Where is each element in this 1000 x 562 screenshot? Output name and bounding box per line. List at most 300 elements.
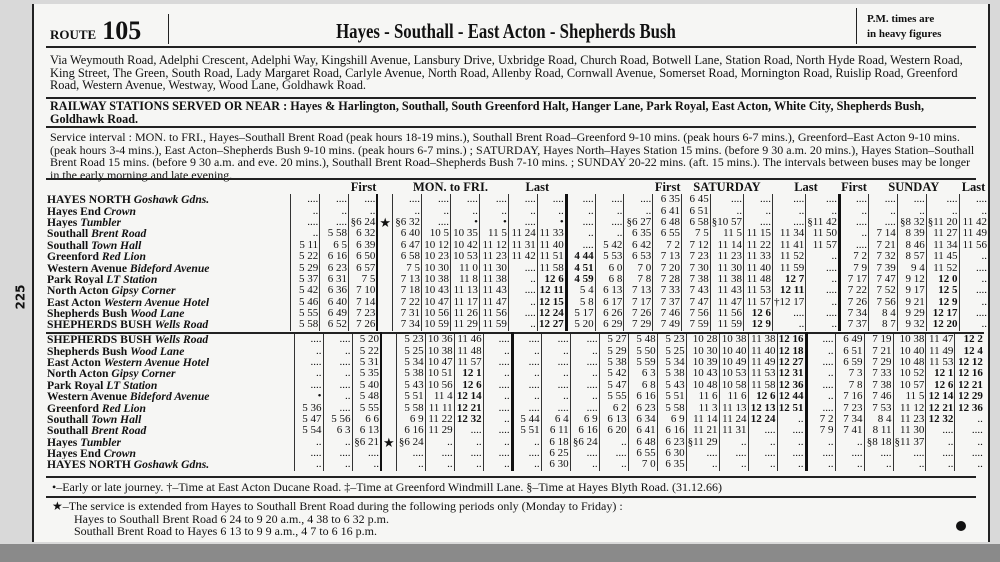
time-cell: .. (806, 319, 840, 330)
time-cell: .... (955, 425, 984, 436)
time-cell: 11 49 (926, 345, 955, 356)
stop-place: North Acton (47, 285, 109, 297)
time-cell: 6 45 (682, 194, 711, 205)
star-marker (377, 251, 392, 262)
time-cell: 5 17 (566, 308, 595, 319)
time-cell: .. (897, 205, 926, 216)
time-cell: .. (926, 459, 955, 470)
time-cell: .. (959, 205, 988, 216)
time-cell: 6 51 (835, 345, 864, 356)
time-cell: §6 32 (393, 217, 422, 228)
time-cell: 5 42 (291, 285, 320, 296)
time-cell: 9 32 (897, 319, 926, 330)
time-cell: 10 53 (719, 368, 748, 379)
time-cell: 10 30 (422, 262, 451, 273)
time-cell: .. (422, 205, 451, 216)
stop-place: Greenford (47, 250, 99, 263)
time-cell: .... (323, 357, 352, 368)
time-cell: .... (422, 194, 451, 205)
time-cell: 4 51 (566, 262, 595, 273)
time-cell: 7 43 (682, 285, 711, 296)
time-cell: .. (291, 228, 320, 239)
time-cell: 5 43 (657, 380, 686, 391)
stop-name (46, 319, 291, 330)
time-cell: .... (570, 380, 599, 391)
time-cell: .. (294, 368, 323, 379)
time-cell: 5 22 (291, 251, 320, 262)
time-cell: 11 29 (450, 319, 479, 330)
stop-name (46, 228, 291, 239)
stop-point: Wells Road (154, 319, 209, 331)
time-cell: 10 58 (719, 380, 748, 391)
time-cell: 11 47 (926, 333, 955, 345)
time-cell: .. (777, 459, 806, 470)
pm-note-line: P.M. times are (867, 13, 935, 25)
time-cell: 11 47 (479, 297, 508, 308)
time-cell: 12 18 (777, 345, 806, 356)
stop-name (46, 402, 294, 413)
time-cell: 5 55 (291, 308, 320, 319)
stop-name (46, 459, 294, 470)
time-cell: 12 6 (926, 380, 955, 391)
time-cell: 11 27 (926, 228, 959, 239)
time-cell: .. (320, 205, 349, 216)
time-cell: 11 56 (959, 240, 988, 251)
time-cell: 7 47 (868, 274, 897, 285)
time-cell: .. (955, 437, 984, 448)
time-cell: .. (294, 459, 323, 470)
time-cell: .. (777, 414, 806, 425)
time-cell: §6 24 (396, 437, 425, 448)
time-cell: .... (422, 217, 451, 228)
time-cell: .. (840, 205, 869, 216)
time-cell: • (294, 391, 323, 402)
time-cell: .. (570, 459, 599, 470)
time-cell: 6 8 (595, 274, 624, 285)
time-cell: .. (479, 205, 508, 216)
time-cell: .. (719, 437, 748, 448)
stop-row (46, 297, 988, 308)
time-cell: §8 32 (897, 217, 926, 228)
time-cell: .... (710, 194, 743, 205)
time-cell: 11 52 (772, 251, 805, 262)
time-cell: .. (686, 459, 719, 470)
time-cell: .... (291, 217, 320, 228)
time-cell: .. (959, 319, 988, 330)
time-cell: 11 6 (686, 391, 719, 402)
time-cell: .... (294, 448, 323, 459)
time-cell: .... (508, 308, 537, 319)
time-cell: 7 34 (393, 319, 422, 330)
time-cell: .... (748, 448, 777, 459)
time-cell: 6 48 (628, 437, 657, 448)
time-cell: 6 39 (348, 240, 377, 251)
time-cell: 6 49 (835, 333, 864, 345)
time-cell: 5 42 (595, 240, 624, 251)
time-cell: .... (396, 448, 425, 459)
time-cell: 11 49 (959, 228, 988, 239)
column-header: MON. to FRI. (412, 181, 488, 194)
time-cell: .. (483, 414, 512, 425)
stop-point: Tumbler (80, 436, 121, 448)
time-cell: 8 4 (864, 414, 893, 425)
stop-point: Red Lion (101, 402, 146, 414)
time-cell: 6 58 (393, 251, 422, 262)
star-marker (377, 297, 392, 308)
time-cell: 11 56 (710, 308, 743, 319)
time-cell: 8 39 (897, 228, 926, 239)
time-cell: 6 32 (348, 228, 377, 239)
time-cell: .. (806, 251, 840, 262)
time-cell: 12 2 (955, 333, 984, 345)
time-cell: .... (323, 333, 352, 345)
time-cell: 12 7 (772, 274, 805, 285)
time-cell: .. (955, 414, 984, 425)
time-cell: 7 46 (864, 391, 893, 402)
stop-row (46, 345, 984, 356)
time-cell: 7 13 (393, 274, 422, 285)
time-cell: .... (926, 425, 955, 436)
pm-note (856, 8, 976, 44)
time-cell: .. (864, 459, 893, 470)
time-cell: 6 26 (595, 308, 624, 319)
time-cell: 6 59 (835, 357, 864, 368)
time-cell: 8 11 (864, 425, 893, 436)
stop-place: Shepherds Bush (47, 345, 128, 357)
time-cell: 12 20 (926, 319, 959, 330)
time-cell: 7 28 (653, 274, 682, 285)
time-cell: 6 8 (628, 380, 657, 391)
time-cell: 5 56 (323, 414, 352, 425)
time-cell: .. (483, 368, 512, 379)
time-cell: .. (806, 391, 835, 402)
stop-point: Wood Lane (130, 307, 185, 320)
time-cell: .... (772, 308, 805, 319)
pm-note-line: in heavy figures (867, 28, 942, 40)
time-cell: .. (512, 345, 541, 356)
time-cell: 11 58 (537, 262, 566, 273)
time-cell: .. (512, 459, 541, 470)
time-cell: .... (595, 217, 624, 228)
time-cell: 7 59 (682, 319, 711, 330)
time-cell: 11 38 (748, 333, 777, 345)
divider (46, 496, 976, 498)
stop-place: Hayes (47, 436, 78, 448)
time-cell: 11 5 (893, 391, 926, 402)
time-cell: .... (566, 217, 595, 228)
time-cell: 7 0 (624, 262, 653, 273)
time-cell: 11 15 (744, 228, 773, 239)
time-cell: .... (777, 448, 806, 459)
time-cell: 9 29 (897, 308, 926, 319)
time-cell: 7 56 (682, 308, 711, 319)
time-cell: §6 24 (570, 437, 599, 448)
time-cell: .... (320, 194, 349, 205)
time-cell: 5 42 (599, 368, 628, 379)
time-cell: .. (425, 437, 454, 448)
time-cell: 10 28 (686, 333, 719, 345)
time-cell: 11 57 (806, 240, 840, 251)
stop-row (46, 274, 988, 285)
time-cell: 11 33 (537, 228, 566, 239)
time-cell: 6 53 (624, 251, 653, 262)
time-cell: .... (570, 357, 599, 368)
time-cell: .. (772, 205, 805, 216)
stop-place: Hayes End (47, 205, 101, 217)
time-cell: 7 23 (348, 308, 377, 319)
time-cell: .... (512, 333, 541, 345)
time-cell: 11 53 (748, 368, 777, 379)
stop-place: Greenford (47, 402, 99, 414)
time-cell: 11 59 (710, 319, 743, 330)
time-cell: 10 42 (450, 240, 479, 251)
time-cell: 10 43 (686, 368, 719, 379)
time-cell: .. (570, 368, 599, 379)
time-cell: 10 39 (686, 357, 719, 368)
time-cell: .... (624, 194, 653, 205)
star-marker (377, 308, 392, 319)
time-cell: 10 40 (719, 345, 748, 356)
time-cell: 6 16 (320, 251, 349, 262)
stop-name (46, 240, 291, 251)
time-cell: .. (926, 205, 959, 216)
stop-name (46, 274, 291, 285)
time-cell: 5 58 (291, 319, 320, 330)
time-cell: .. (599, 437, 628, 448)
time-cell: .... (323, 448, 352, 459)
time-cell: .. (926, 437, 955, 448)
time-cell: 10 57 (893, 380, 926, 391)
time-cell: 11 49 (748, 357, 777, 368)
time-cell: 7 5 (348, 274, 377, 285)
time-cell: 11 13 (719, 402, 748, 413)
column-header: First (841, 181, 867, 194)
header-spacer (566, 181, 624, 194)
time-cell: 4 44 (566, 251, 595, 262)
stop-name (46, 251, 291, 262)
stop-row (46, 425, 984, 436)
time-cell: 5 38 (657, 368, 686, 379)
column-header: SUNDAY (888, 181, 940, 194)
stop-place: East Acton (47, 356, 101, 369)
time-cell: .... (806, 402, 835, 413)
time-cell: .. (537, 205, 566, 216)
time-cell: .. (352, 459, 381, 470)
time-cell: .. (291, 205, 320, 216)
star-note-title: ★–The service is extended from Hayes to Southall Brent Road during the following periods only (Monday to Friday) : (52, 499, 623, 513)
time-cell: 12 0 (926, 274, 959, 285)
time-cell: 7 33 (864, 368, 893, 379)
time-cell: .. (835, 437, 864, 448)
time-cell: 5 27 (599, 333, 628, 345)
time-cell: 5 38 (396, 368, 425, 379)
star-marker: ★ (383, 436, 395, 448)
time-cell: 5 47 (599, 380, 628, 391)
time-cell: 5 55 (352, 402, 381, 413)
stop-point: Tumbler (80, 216, 121, 229)
time-cell: †12 17 (773, 296, 805, 308)
time-cell: 11 12 (479, 240, 508, 251)
time-cell: .. (806, 368, 835, 379)
time-cell: 12 14 (454, 391, 483, 402)
time-cell: .. (541, 368, 570, 379)
time-cell: 10 38 (422, 274, 451, 285)
time-cell: 7 22 (393, 297, 422, 308)
time-cell: 10 30 (686, 345, 719, 356)
time-cell: .... (806, 285, 840, 296)
time-cell: .... (454, 425, 483, 436)
time-cell: §11 37 (894, 436, 925, 448)
stop-place: Western Avenue (47, 390, 127, 403)
time-cell: 11 11 (425, 402, 454, 413)
time-cell: 7 12 (682, 240, 711, 251)
time-cell: .... (483, 425, 512, 436)
time-cell: .... (748, 425, 777, 436)
time-cell: 5 11 (291, 240, 320, 251)
time-cell: .... (897, 194, 926, 205)
time-cell: .... (483, 402, 512, 413)
time-cell: 5 34 (657, 357, 686, 368)
time-cell: 11 38 (479, 274, 508, 285)
time-cell: 7 34 (840, 308, 869, 319)
time-cell: 6 30 (541, 459, 570, 470)
time-cell: 11 26 (450, 308, 479, 319)
time-cell: 11 48 (744, 274, 773, 285)
time-cell: 7 0 (628, 459, 657, 470)
time-cell: 6 23 (657, 437, 686, 448)
time-cell: .... (570, 448, 599, 459)
time-cell: 5 25 (396, 345, 425, 356)
star-marker (381, 391, 396, 402)
time-cell: 4 59 (566, 274, 595, 285)
time-cell: 7 47 (682, 297, 711, 308)
time-cell: • (450, 217, 479, 228)
time-cell: .. (806, 297, 840, 308)
time-cell: 5 51 (657, 391, 686, 402)
time-cell: .. (483, 437, 512, 448)
time-cell: 7 37 (840, 319, 869, 330)
time-cell: .. (541, 391, 570, 402)
time-cell: 6 55 (628, 448, 657, 459)
stop-row (46, 251, 988, 262)
time-cell: 11 34 (926, 240, 959, 251)
inbound-timetable (46, 332, 984, 471)
time-cell: .. (348, 205, 377, 216)
time-cell: .... (294, 380, 323, 391)
star-marker (381, 414, 396, 425)
time-cell: .. (508, 274, 537, 285)
time-cell: 7 41 (835, 425, 864, 436)
time-cell: .. (483, 391, 512, 402)
time-cell: 5 58 (657, 402, 686, 413)
time-cell: 11 40 (744, 262, 773, 273)
stop-row (46, 380, 984, 391)
stop-row (46, 194, 988, 205)
stop-point: Crown (103, 447, 136, 460)
time-cell: 11 58 (748, 380, 777, 391)
time-cell: 6 9 (396, 414, 425, 425)
time-cell: 5 58 (396, 402, 425, 413)
time-cell: .... (512, 402, 541, 413)
stop-point: LT Station (106, 273, 158, 286)
time-cell: 8 46 (897, 240, 926, 251)
time-cell: 11 12 (893, 402, 926, 413)
time-cell: .... (323, 402, 352, 413)
time-cell: .... (806, 448, 835, 459)
time-cell: .. (748, 459, 777, 470)
time-cell: 5 23 (657, 333, 686, 345)
time-cell: 6 36 (320, 285, 349, 296)
time-cell: 10 49 (719, 357, 748, 368)
divider (46, 178, 976, 180)
stop-point: Western Avenue Hotel (103, 296, 210, 308)
time-cell: 6 35 (657, 459, 686, 470)
time-cell: .... (508, 285, 537, 296)
time-cell: .. (323, 368, 352, 379)
time-cell: 10 35 (450, 228, 479, 239)
time-cell: 6 13 (595, 285, 624, 296)
time-cell: 7 29 (624, 319, 653, 330)
stop-name (46, 297, 291, 308)
time-cell: 11 46 (454, 333, 483, 345)
time-cell: 11 30 (893, 425, 926, 436)
time-cell: 6 2 (599, 402, 628, 413)
time-cell: .. (806, 437, 835, 448)
star-marker (381, 357, 396, 368)
star-note-line: Hayes to Southall Brent Road 6 24 to 9 20 a.m., 4 38 to 6 32 p.m. (74, 511, 389, 526)
time-cell: 11 0 (450, 262, 479, 273)
star-marker (377, 228, 392, 239)
time-cell: 6 34 (628, 414, 657, 425)
outbound-timetable (46, 181, 988, 331)
time-cell: 11 29 (425, 425, 454, 436)
route-header (46, 10, 976, 48)
time-cell: .. (624, 205, 653, 216)
time-cell: 11 42 (959, 217, 988, 228)
stop-row (46, 402, 984, 413)
stop-row (46, 240, 988, 251)
time-cell: .. (710, 205, 743, 216)
time-cell: 6 13 (599, 414, 628, 425)
time-cell: 5 46 (291, 297, 320, 308)
time-cell: 11 14 (686, 414, 719, 425)
stop-row (46, 391, 984, 402)
time-cell: 7 26 (624, 308, 653, 319)
time-cell: 7 21 (868, 240, 897, 251)
time-cell: 5 23 (396, 333, 425, 345)
time-cell: 10 47 (425, 357, 454, 368)
time-cell: .... (955, 448, 984, 459)
time-cell: 11 31 (719, 425, 748, 436)
stop-name (46, 380, 294, 391)
time-cell: 10 43 (422, 285, 451, 296)
time-cell: .... (840, 194, 869, 205)
time-cell: .... (483, 380, 512, 391)
time-cell: 5 59 (628, 357, 657, 368)
time-cell: 5 48 (628, 333, 657, 345)
time-cell: 7 30 (682, 262, 711, 273)
time-cell: 11 45 (926, 251, 959, 262)
time-cell: 7 17 (624, 297, 653, 308)
time-cell: .... (450, 194, 479, 205)
time-cell: .... (454, 448, 483, 459)
time-cell: .. (450, 205, 479, 216)
time-cell: 7 5 (682, 228, 711, 239)
time-cell: 12 11 (772, 285, 805, 296)
time-cell: 5 54 (294, 425, 323, 436)
time-cell: 5 4 (566, 285, 595, 296)
divider (168, 14, 169, 44)
